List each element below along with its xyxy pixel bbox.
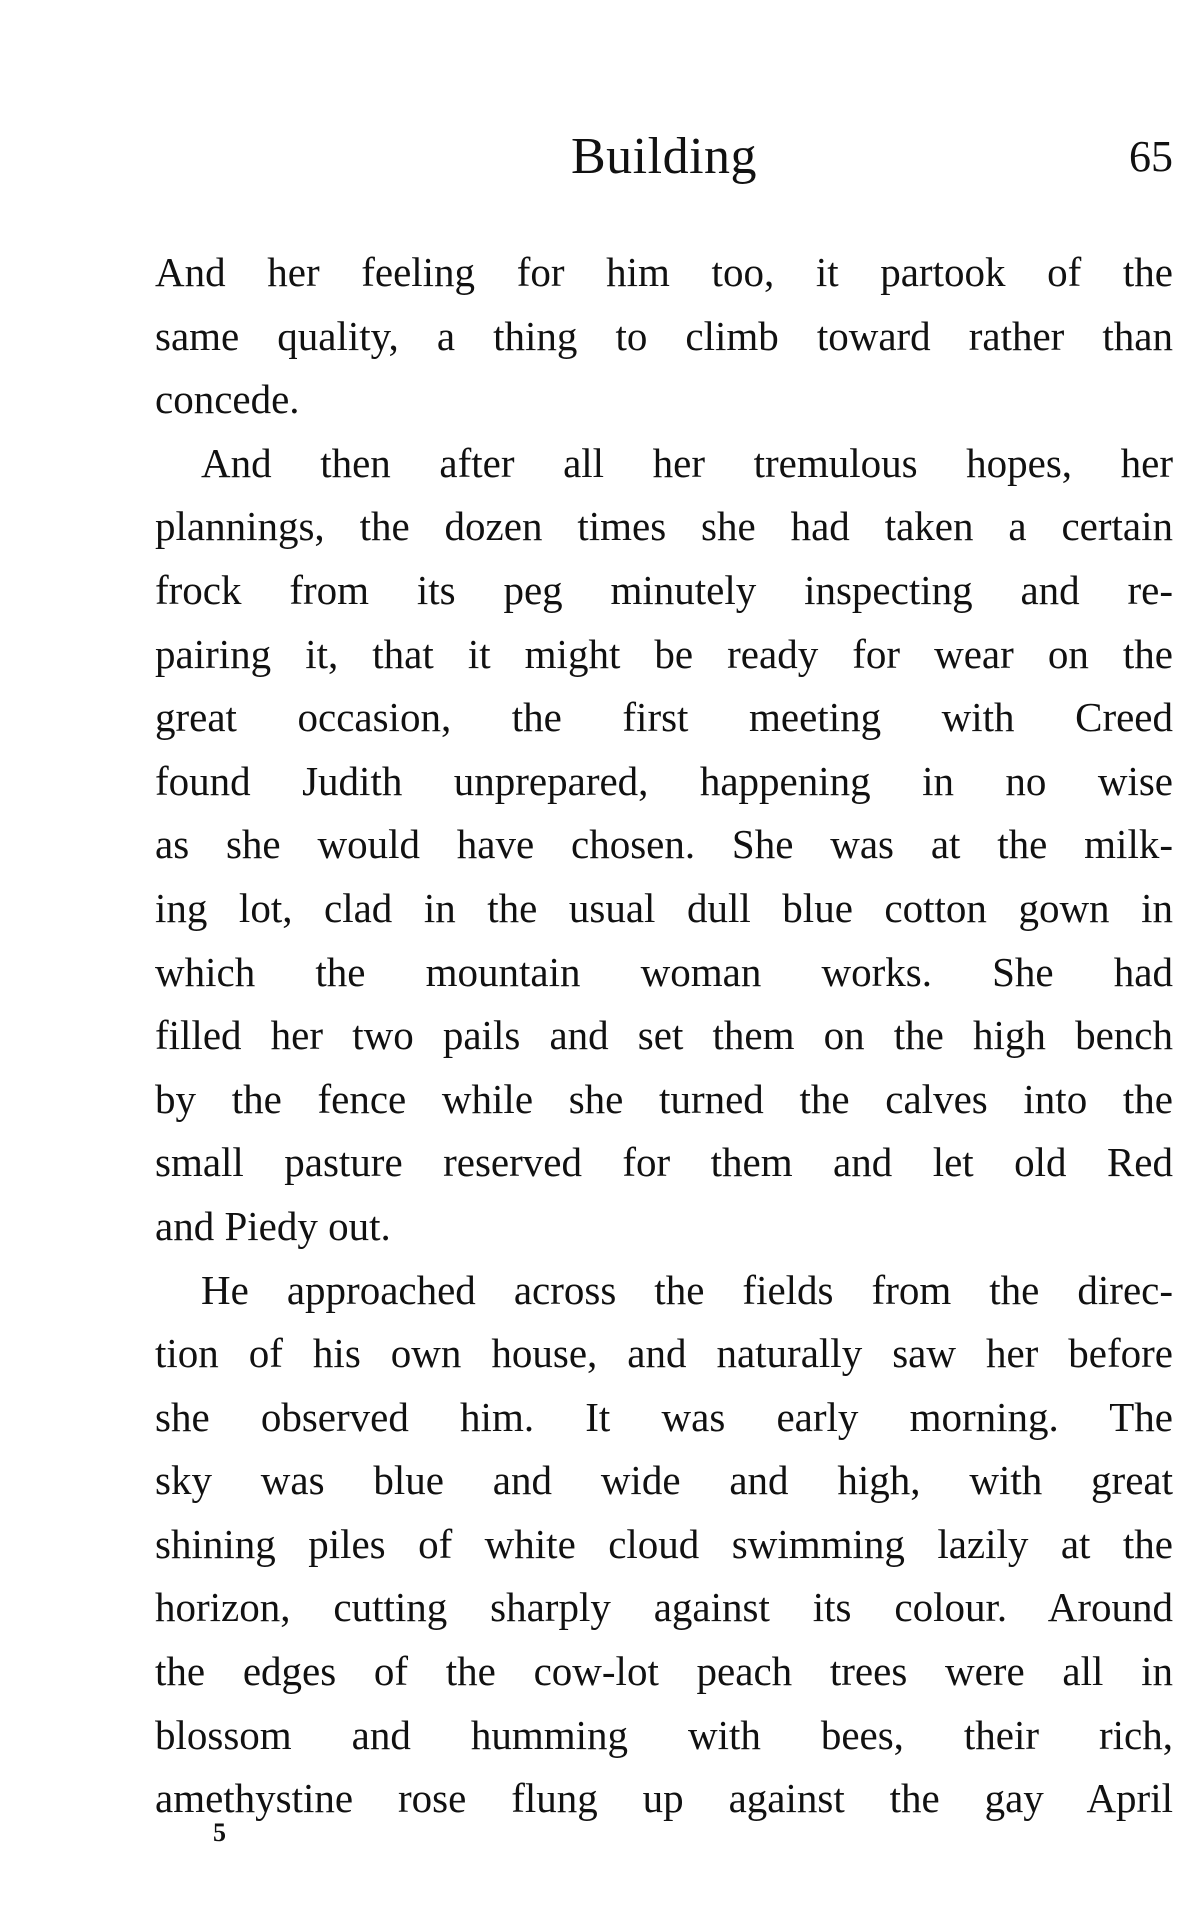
text-line: plannings, the dozen times she had taken a certain [155, 503, 1173, 550]
text-line: And her feeling for him too, it partook of the [155, 249, 1173, 295]
page-number: 65 [1129, 132, 1173, 181]
text-line: found Judith unprepared, happening in no wise [155, 757, 1173, 804]
signature-mark: 5 [213, 1818, 226, 1847]
text-line: blossom and humming with bees, their rich, [155, 1711, 1173, 1758]
text-line: she observed him. It was early morning. The [155, 1393, 1173, 1440]
running-head [155, 122, 1173, 192]
text-line: frock from its peg minutely inspecting and re- [155, 566, 1173, 613]
text-line: concede. [155, 376, 300, 423]
text-line: filled her two pails and set them on the high bench [155, 1012, 1173, 1059]
text-line: amethystine rose flung up against the gay April [155, 1775, 1173, 1822]
text-line: shining piles of white cloud swimming lazily at the [155, 1520, 1173, 1567]
text-line: sky was blue and wide and high, with great [155, 1457, 1173, 1504]
text-line: great occasion, the first meeting with Creed [155, 694, 1173, 741]
body-text [155, 241, 1173, 1831]
text-line: tion of his own house, and naturally saw her before [155, 1330, 1173, 1377]
running-title: Building [570, 128, 758, 185]
text-line: as she would have chosen. She was at the milk- [155, 821, 1173, 868]
text-line: ing lot, clad in the usual dull blue cotton gown in [155, 884, 1173, 931]
paragraph-first-line: And then after all her tremulous hopes, her [201, 439, 1173, 486]
text-line: and Piedy out. [155, 1202, 391, 1249]
text-line: small pasture reserved for them and let old Red [155, 1139, 1173, 1186]
text-line: same quality, a thing to climb toward rather than [155, 312, 1173, 359]
text-line: pairing it, that it might be ready for wear on the [155, 630, 1173, 677]
paragraph-first-line: He approached across the fields from the direc- [201, 1266, 1173, 1313]
text-line: the edges of the cow-lot peach trees were all in [155, 1648, 1173, 1695]
text-line: by the fence while she turned the calves into the [155, 1075, 1173, 1122]
text-line: which the mountain woman works. She had [155, 948, 1173, 995]
text-line: horizon, cutting sharply against its colour. Around [155, 1584, 1173, 1631]
